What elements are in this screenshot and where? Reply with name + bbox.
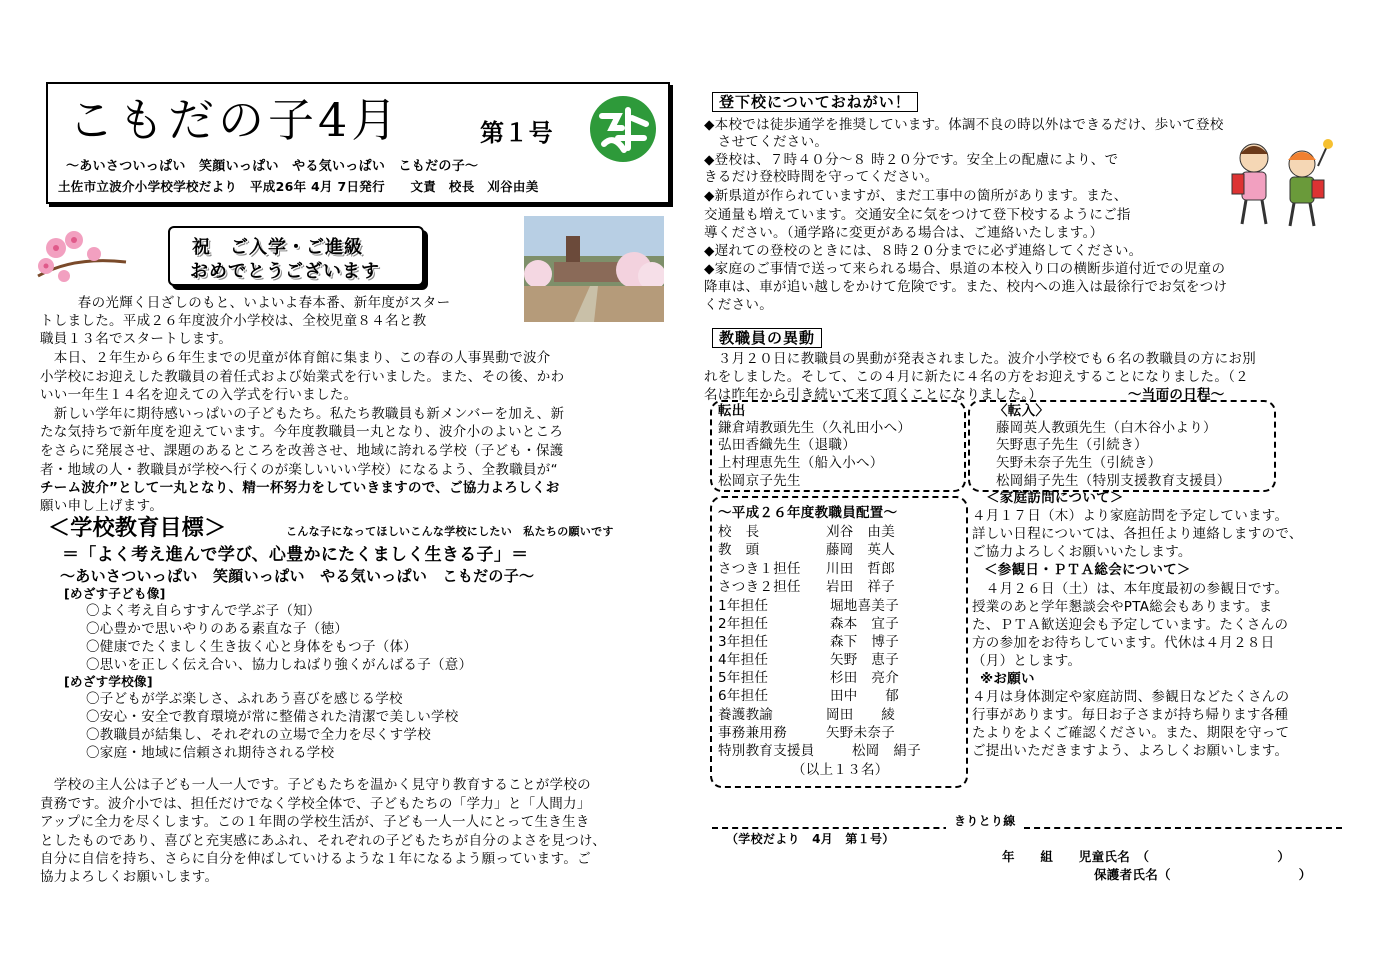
closing-line: 責務です。波介小では、担任だけでなく学校全体で、子どもたちの「学力」と「人間力」 <box>40 796 591 812</box>
transfer-in-item: 矢野未奈子先生（引続き） <box>996 455 1162 471</box>
intro-line: 新しい学年に期待感いっぱいの子どもたち。私たち教職員も新メンバーを加え、新 <box>40 406 565 422</box>
intro-line: 願い申し上げます。 <box>40 498 164 514</box>
intro-line: たな気持ちで新年度を迎えています。今年度教職員一丸となり、波介小のよいところ <box>40 424 564 440</box>
commute-line: 降車は、車が追い越しをかけて危険です。また、校内への進入は最徐行でお気をつけ <box>704 279 1228 295</box>
cut-line-label: きりとり線 <box>946 812 1024 830</box>
intro-line: 職員１３名でスタートします。 <box>40 331 233 347</box>
request-line: ４月は身体測定や家庭訪問、参観日などたくさんの <box>972 689 1290 705</box>
commute-line: きるだけ登校時間を守ってください。 <box>704 169 939 185</box>
staff-name: 田中 郁 <box>830 688 899 704</box>
staff-name: 森下 博子 <box>830 634 899 650</box>
child-image-item: 〇よく考え自らすすんで学ぶ子（知） <box>86 603 321 619</box>
staff-name: 杉田 亮介 <box>830 670 899 686</box>
commute-line: ◆家庭のご事情で送って来られる場合、県道の本校入り口の横断歩道付近での児童の <box>704 261 1226 277</box>
request-line: ご提出いただきますよう、よろしくお願いします。 <box>972 743 1289 759</box>
closing-line: 自分に自信を持ち、さらに自分を伸ばしていけるような１年になるよう願っています。ご <box>40 851 591 867</box>
school-photo <box>524 216 664 322</box>
intro-line: 者・地域の人・教職員が学校へ行くのが楽しいいい学校）になるよう、全教職員が“ <box>40 462 558 478</box>
staff-role: 特別教育支援員 <box>718 743 815 759</box>
closing-line: としたものであり、喜びと充実感にあふれ、それぞれの子どもたちが自分のよさを見つけ、 <box>40 833 607 849</box>
goals-subheading: こんな子になってほしいこんな学校にしたい 私たちの願いです <box>286 525 614 538</box>
celebration-line2: おめでとうございます <box>190 261 380 282</box>
home-visit-line: 詳しい日程については、各担任より連絡しますので、 <box>972 526 1303 542</box>
transfer-out-item: 松岡京子先生 <box>718 473 801 489</box>
school-image-item: 〇子どもが学ぶ楽しさ、ふれあう喜びを感じる学校 <box>86 691 403 707</box>
staff-name: 岡田 綾 <box>826 707 895 723</box>
request-line: たよりをよくご確認ください。また、期限を守って <box>972 725 1290 741</box>
intro-line: チーム波介”として一丸となり、精一杯努力をしていきますので、ご協力よろしくお <box>40 480 560 496</box>
staff-role: さつき１担任 <box>718 561 801 577</box>
commute-line: ◆新県道が作られていますが、まだ工事中の箇所があります。また、 <box>704 188 1128 204</box>
issue-number: 第１号 <box>480 118 553 147</box>
staff-name: 矢野 恵子 <box>830 652 899 668</box>
child-image-item: 〇健康でたくましく生き抜く心と身体をもつ子（体） <box>86 639 418 655</box>
open-day-heading: ＜参観日・ＰＴＡ総会について＞ <box>984 562 1191 578</box>
children-walking-icon <box>1224 136 1336 232</box>
school-image-item: 〇教職員が結集し、それぞれの立場で全力を尽くす学校 <box>86 727 431 743</box>
home-visit-line: ご協力よろしくお願いいたします。 <box>972 544 1192 560</box>
staff-name: 森本 宜子 <box>830 616 899 632</box>
transfer-in-label: 〈転入〉 <box>994 403 1050 419</box>
intro-line: トしました。平成２６年度波介小学校は、全校児童８４名と教 <box>40 313 427 329</box>
class-name-field[interactable]: 年 組 児童氏名 （ ） <box>1002 849 1291 864</box>
transfer-out-item: 弘田香織先生（退職） <box>718 437 856 453</box>
staff-change-heading: 教職員の異動 <box>712 328 822 348</box>
cutoff-reference: （学校だより 4月 第１号） <box>726 832 895 846</box>
commute-line: させてください。 <box>704 134 829 150</box>
staff-role: 養護教諭 <box>718 707 774 723</box>
open-day-line: ４月２６日（土）は、本年度最初の参観日です。 <box>972 581 1289 597</box>
celebration-line1: 祝 ご入学・ご進級 <box>192 237 363 258</box>
transfer-out-item: 鎌倉靖教頭先生（久礼田小へ） <box>718 420 912 436</box>
child-image-item: 〇心豊かで思いやりのある素直な子（徳） <box>86 621 349 637</box>
intro-line: 本日、２年生から６年生までの児童が体育館に集まり、この春の人事異動で波介 <box>40 350 551 366</box>
commute-line: ください。 <box>704 297 773 313</box>
intro-line: いい一年生１４名を迎えての入学式を行いました。 <box>40 387 358 403</box>
goals-main: ＝「よく考え進んで学び、心豊かにたくましく生きる子」＝ <box>62 545 529 565</box>
schedule-label: ～当面の日程～ <box>1128 387 1225 403</box>
staff-name: 川田 哲郎 <box>826 561 895 577</box>
staff-role: 教 頭 <box>718 542 760 558</box>
transfer-in-item: 藤岡英人教頭先生（白木谷小より） <box>996 420 1217 436</box>
transfer-in-item: 松岡絹子先生（特別支援教育支援員） <box>996 473 1231 489</box>
goals-motto: ～あいさついっぱい 笑顔いっぱい やる気いっぱい こもだの子～ <box>60 567 535 585</box>
transfer-out-item: 上村理恵先生（船入小へ） <box>718 455 884 471</box>
commute-line: ◆本校では徒歩通学を推奨しています。体調不良の時以外はできるだけ、歩いて登校 <box>704 117 1224 133</box>
intro-line: 春の光輝く日ざしのもと、いよいよ春本番、新年度がスター <box>64 295 451 311</box>
school-image-item: 〇家庭・地域に信頼され期待される学校 <box>86 745 335 761</box>
staff-role: 6年担任 <box>718 688 769 704</box>
cherry-blossom-icon <box>34 226 130 290</box>
open-day-line: 授業のあと学年懇談会やPTA総会もあります。ま <box>972 599 1273 615</box>
home-visit-heading: ＜家庭訪問について＞ <box>986 490 1124 506</box>
home-visit-line: ４月１７日（木）より家庭訪問を予定しています。 <box>972 508 1289 524</box>
staff-role: 2年担任 <box>718 616 769 632</box>
transfer-out-label: 転出 <box>718 403 746 419</box>
commute-line: ◆登校は、７時４０分～８ 時２０分です。安全上の配慮により、で <box>704 152 1119 168</box>
staff-name: 堀地喜美子 <box>830 598 899 614</box>
intro-line: 小学校にお迎えした教職員の着任式および始業式を行いました。また、その後、かわ <box>40 369 565 385</box>
masthead-byline: 土佐市立波介小学校学校だより 平成26年 4月 7日発行 文責 校長 刈谷由美 <box>58 179 539 194</box>
staff-name: 矢野未奈子 <box>826 725 895 741</box>
staff-role: 5年担任 <box>718 670 769 686</box>
open-day-line: た、ＰＴＡ歓送迎会も予定しています。たくさんの <box>972 617 1289 633</box>
closing-line: 学校の主人公は子ども一人一人です。子どもたちを温かく見守り教育することが学校の <box>40 777 591 793</box>
staff-role: 4年担任 <box>718 652 769 668</box>
staff-change-line: ３月２０日に教職員の異動が発表されました。波介小学校でも６名の教職員の方にお別 <box>704 351 1256 367</box>
staff-role: さつき２担任 <box>718 579 801 595</box>
staff-list-heading: ～平成２６年度教職員配置～ <box>718 505 898 521</box>
staff-role: 3年担任 <box>718 634 769 650</box>
open-day-line: 方の参加をお待ちしています。代休は４月２８日 <box>972 635 1275 651</box>
commute-heading: 登下校についておねがい！ <box>712 92 918 112</box>
staff-name: 松岡 絹子 <box>852 743 921 759</box>
closing-line: 協力よろしくお願いします。 <box>40 869 219 885</box>
goals-heading: ＜学校教育目標＞ <box>48 516 227 541</box>
staff-total: （以上１３名） <box>792 762 889 778</box>
transfer-in-item: 矢野恵子先生（引続き） <box>996 437 1148 453</box>
child-image-item: 〇思いを正しく伝え合い、協力しねばり強くがんばる子（意） <box>86 657 473 673</box>
staff-role: 1年担任 <box>718 598 769 614</box>
guardian-name-field[interactable]: 保護者氏名（ ） <box>1094 867 1312 882</box>
school-emblem-icon <box>588 94 658 164</box>
request-heading: ※お願い <box>980 671 1035 687</box>
intro-line: をさらに発展させ、課題のあるところを改善させ、地域に誇れる学校（子ども・保護 <box>40 443 564 459</box>
child-image-label: [めざす子ども像] <box>64 586 166 601</box>
staff-change-line: れをしました。そして、この４月に新たに４名の方をお迎えすることになりました。（２ <box>704 369 1249 385</box>
staff-role: 校 長 <box>718 524 760 540</box>
school-image-label: [めざす学校像] <box>64 674 153 689</box>
closing-line: アップに全力を尽くします。この１年間の学校生活が、子ども一人一人にとって生き生き <box>40 814 590 830</box>
staff-name: 岩田 祥子 <box>826 579 895 595</box>
school-image-item: 〇安心・安全で教育環境が常に整備された清潔で美しい学校 <box>86 709 459 725</box>
newsletter-title: こもだの子4月 <box>68 93 402 147</box>
staff-name: 刈谷 由美 <box>826 524 895 540</box>
open-day-line: （月）とします。 <box>972 653 1082 669</box>
cut-line <box>712 827 1342 829</box>
staff-name: 藤岡 英人 <box>826 542 895 558</box>
masthead-motto: ～あいさついっぱい 笑顔いっぱい やる気いっぱい こもだの子～ <box>66 159 479 174</box>
staff-role: 事務兼用務 <box>718 725 787 741</box>
request-line: 行事があります。毎日お子さまが持ち帰ります各種 <box>972 707 1289 723</box>
staff-change-line: 名は昨年から引き続いて来て頂くことになりました。） <box>704 387 1043 403</box>
commute-line: 交通量も増えています。交通安全に気をつけて登下校するようにご指 <box>704 207 1131 223</box>
commute-line: 導ください。（通学路に変更がある場合は、ご連絡いたします。） <box>704 225 1104 241</box>
celebration-banner <box>168 226 424 286</box>
commute-line: ◆遅れての登校のときには、８時２０分までに必ず連絡してください。 <box>704 243 1143 259</box>
